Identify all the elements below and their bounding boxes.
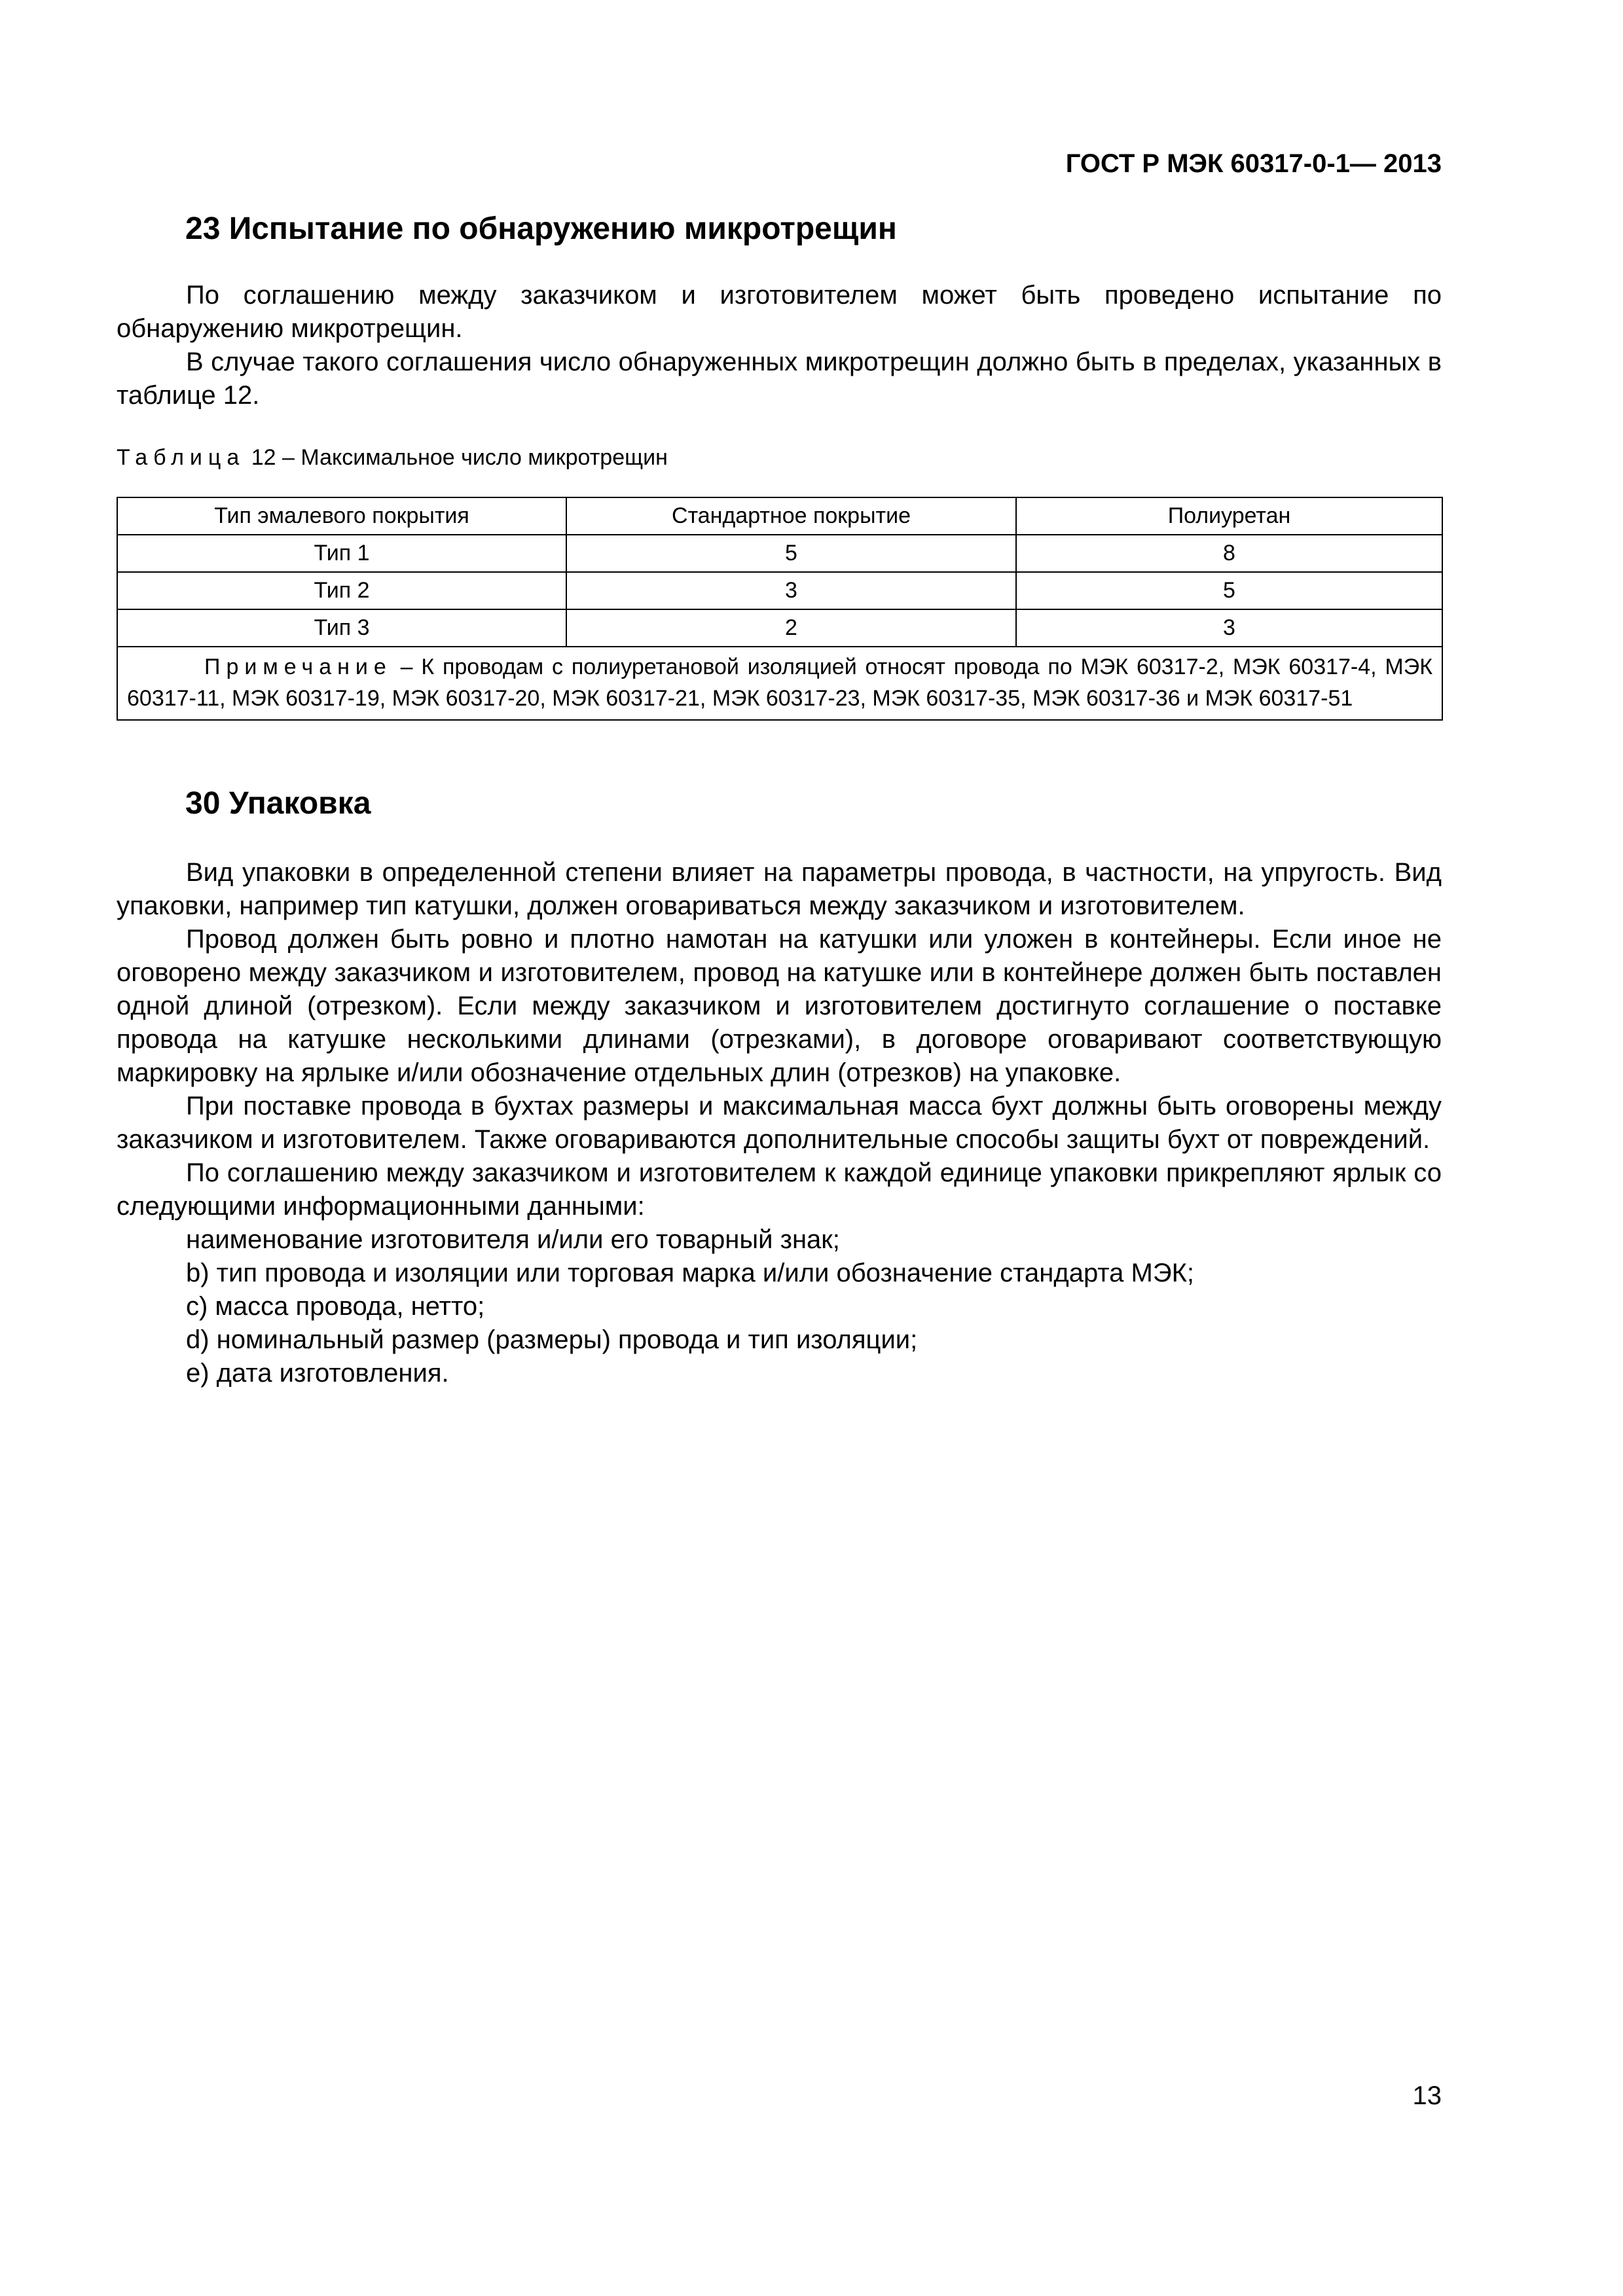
table-header-cell: Тип эмалевого покрытия bbox=[117, 497, 566, 535]
note-label: Примечание bbox=[204, 655, 392, 679]
table-cell: Тип 2 bbox=[117, 572, 566, 609]
table-cell: 3 bbox=[1016, 609, 1442, 647]
table-note-row bbox=[117, 647, 1442, 720]
table-row bbox=[117, 609, 1442, 647]
section-23-heading: 23 Испытание по обнаружению микротрещин bbox=[185, 211, 897, 246]
table-row bbox=[117, 572, 1442, 609]
table-cell: 5 bbox=[566, 535, 1016, 572]
list-item: b) тип провода и изоляции или торговая марка и/или обозначение стандарта МЭК; bbox=[186, 1259, 1195, 1287]
table-caption-label: Таблица bbox=[117, 445, 246, 470]
note-text: – К проводам с полиуретановой изоляцией относят провода по МЭК 60317-2, МЭК 60317-4, МЭК 60317-11, МЭК 60317-19, МЭК 60317-20, МЭК 60317-21, МЭК 60317-23, МЭК 60317-35, МЭК 60317-36 и МЭК 60317-51 bbox=[127, 655, 1432, 711]
table-cell: 8 bbox=[1016, 535, 1442, 572]
table-cell: Тип 1 bbox=[117, 535, 566, 572]
page-number: 13 bbox=[1412, 2081, 1442, 2110]
section-30-body bbox=[117, 856, 1442, 1390]
table-row bbox=[117, 535, 1442, 572]
list-item: e) дата изготовления. bbox=[186, 1359, 449, 1388]
table-cell: 2 bbox=[566, 609, 1016, 647]
table-header-row bbox=[117, 497, 1442, 535]
list-item: наименование изготовителя и/или его товарный знак; bbox=[186, 1225, 840, 1254]
table-caption bbox=[117, 445, 668, 471]
table-caption-text: 12 – Максимальное число микротрещин bbox=[245, 445, 668, 470]
section-23-body bbox=[117, 279, 1442, 412]
paragraph: В случае такого соглашения число обнаруженных микротрещин должно быть в пределах, указанных в таблице 12. bbox=[117, 348, 1442, 410]
table-cell: Тип 3 bbox=[117, 609, 566, 647]
table-header-cell: Полиуретан bbox=[1016, 497, 1442, 535]
list-item: d) номинальный размер (размеры) провода и тип изоляции; bbox=[186, 1325, 918, 1354]
table-cell: 5 bbox=[1016, 572, 1442, 609]
paragraph: По соглашению между заказчиком и изготовителем может быть проведено испытание по обнаружению микротрещин. bbox=[117, 281, 1442, 343]
paragraph: Провод должен быть ровно и плотно намотан на катушки или уложен в контейнеры. Если иное не оговорено между заказчиком и изготовителем, провод на катушке или в контейнере должен быть поставлен одной длиной (отрезком). Если между заказчиком и изготовителем достигнуто соглашение о поставке провода на катушке несколькими длинами (отрезками), в договоре оговаривают соответствующую маркировку на ярлыке и/или обозначение отдельных длин (отрезков) на упаковке. bbox=[117, 925, 1442, 1087]
section-30-heading: 30 Упаковка bbox=[185, 786, 371, 821]
paragraph: Вид упаковки в определенной степени влияет на параметры провода, в частности, на упругость. Вид упаковки, например тип катушки, должен оговариваться между заказчиком и изготовителем. bbox=[117, 858, 1442, 920]
table-note bbox=[117, 647, 1442, 720]
table-cell: 3 bbox=[566, 572, 1016, 609]
table-header-cell: Стандартное покрытие bbox=[566, 497, 1016, 535]
paragraph: По соглашению между заказчиком и изготовителем к каждой единице упаковки прикрепляют ярлык со следующими информационными данными: bbox=[117, 1158, 1442, 1221]
list-item: c) масса провода, нетто; bbox=[186, 1292, 485, 1321]
microcrack-table bbox=[117, 497, 1443, 721]
paragraph: При поставке провода в бухтах размеры и максимальная масса бухт должны быть оговорены между заказчиком и изготовителем. Также оговариваются дополнительные способы защиты бухт от повреждений. bbox=[117, 1092, 1442, 1154]
document-id: ГОСТ Р МЭК 60317-0-1— 2013 bbox=[1065, 149, 1442, 178]
